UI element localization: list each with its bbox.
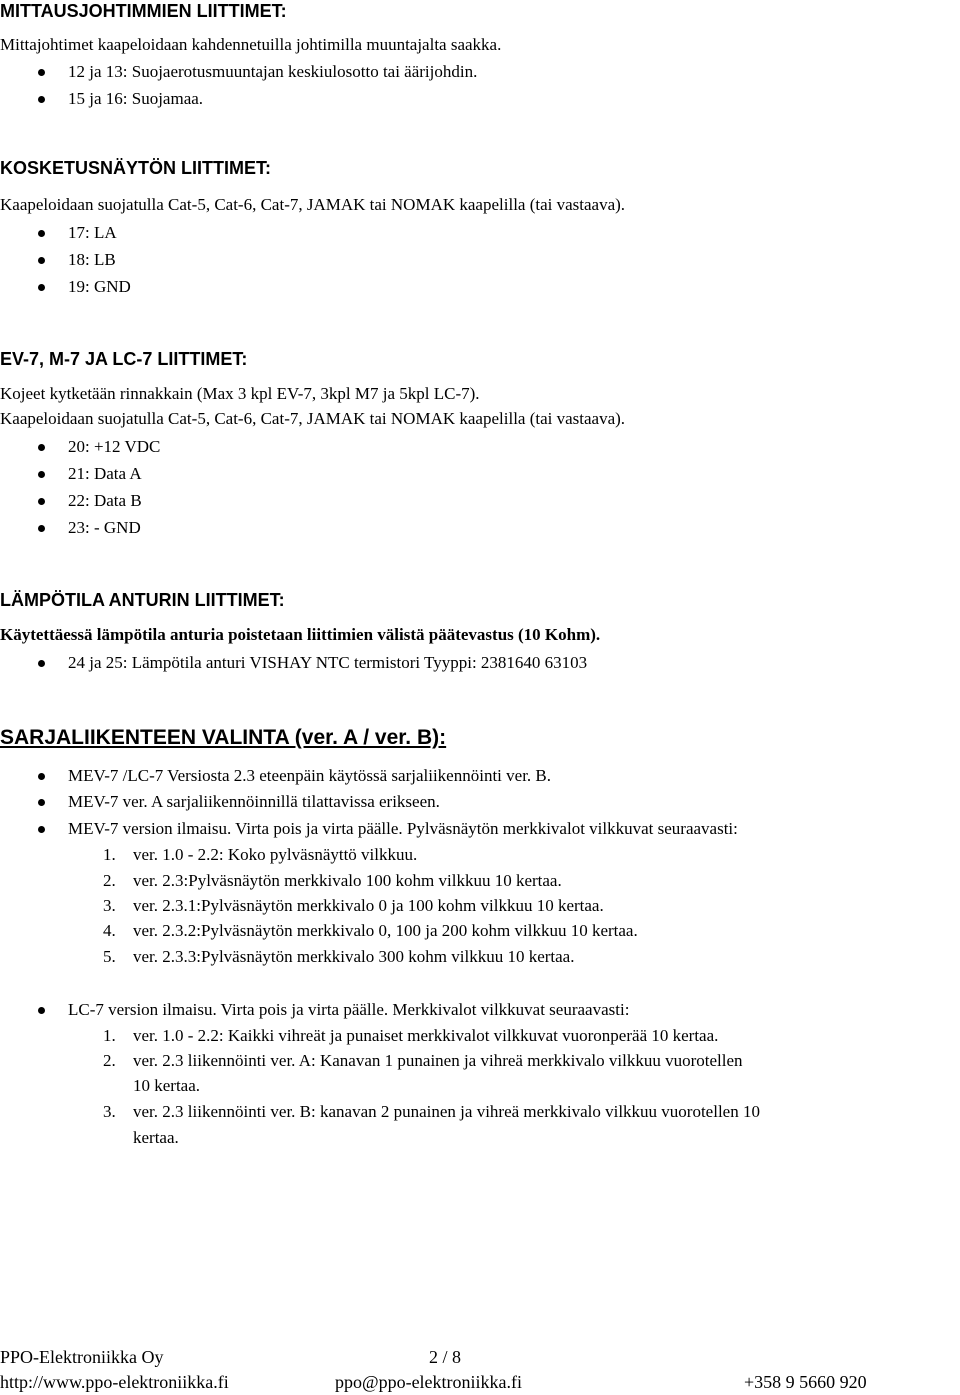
list-item: ver. 2.3.2:Pylväsnäytön merkkivalo 0, 100 ja 200 kohm vilkkuu 10 kertaa. — [133, 921, 638, 940]
list-item: ver. 2.3:Pylväsnäytön merkkivalo 100 kohm vilkkuu 10 kertaa. — [133, 871, 562, 890]
bullet-icon — [38, 69, 45, 76]
lampo-intro: Käytettäessä lämpötila anturia poistetaan liittimien välistä päätevastus (10 Kohm). — [0, 625, 601, 644]
list-number: 5. — [103, 947, 116, 966]
bullet-icon — [38, 773, 45, 780]
list-item: ver. 2.3.3:Pylväsnäytön merkkivalo 300 kohm vilkkuu 10 kertaa. — [133, 947, 575, 966]
list-item: 22: Data B — [68, 491, 142, 510]
list-number: 3. — [103, 896, 116, 915]
list-item: 24 ja 25: Lämpötila anturi VISHAY NTC termistori Tyyppi: 2381640 63103 — [68, 653, 588, 672]
list-item: MEV-7 /LC-7 Versiosta 2.3 eteenpäin käytössä sarjaliikennöinti ver. B. — [68, 766, 552, 785]
ev7-intro-1: Kojeet kytketään rinnakkain (Max 3 kpl EV-7, 3kpl M7 ja 5kpl LC-7). — [0, 384, 480, 403]
list-item: 17: LA — [68, 223, 117, 242]
list-item: 18: LB — [68, 250, 116, 269]
bullet-icon — [38, 230, 45, 237]
list-item-continued: kertaa. — [133, 1128, 179, 1147]
list-number: 2. — [103, 871, 116, 890]
list-item: 15 ja 16: Suojamaa. — [68, 89, 204, 108]
list-item: MEV-7 version ilmaisu. Virta pois ja virta päälle. Pylväsnäytön merkkivalot vilkkuvat seuraavasti: — [68, 819, 738, 838]
list-number: 1. — [103, 845, 116, 864]
footer-email-link[interactable]: ppo@ppo-elektroniikka.fi — [335, 1372, 523, 1392]
bullet-icon — [38, 444, 45, 451]
list-item: 20: +12 VDC — [68, 437, 161, 456]
bullet-icon — [38, 96, 45, 103]
list-item: 23: - GND — [68, 518, 141, 537]
list-number: 1. — [103, 1026, 116, 1045]
heading-lampo: LÄMPÖTILA ANTURIN LIITTIMET: — [0, 590, 285, 610]
heading-ev7: EV-7, M-7 JA LC-7 LIITTIMET: — [0, 349, 248, 369]
bullet-icon — [38, 1007, 45, 1014]
list-item: ver. 2.3 liikennöinti ver. B: kanavan 2 punainen ja vihreä merkkivalo vilkkuu vuorotellen 10 — [133, 1102, 760, 1121]
bullet-icon — [38, 284, 45, 291]
list-item: ver. 2.3.1:Pylväsnäytön merkkivalo 0 ja 100 kohm vilkkuu 10 kertaa. — [133, 896, 604, 915]
list-item: LC-7 version ilmaisu. Virta pois ja virta päälle. Merkkivalot vilkkuvat seuraavasti: — [68, 1000, 630, 1019]
heading-mittaus: MITTAUSJOHTIMMIEN LIITTIMET: — [0, 1, 287, 21]
bullet-icon — [38, 826, 45, 833]
list-item: 19: GND — [68, 277, 131, 296]
list-item: 21: Data A — [68, 464, 142, 483]
list-item: MEV-7 ver. A sarjaliikennöinnillä tilattavissa erikseen. — [68, 792, 440, 811]
list-item: 12 ja 13: Suojaerotusmuuntajan keskiulosotto tai äärijohdin. — [68, 62, 478, 81]
list-item: ver. 1.0 - 2.2: Kaikki vihreät ja punaiset merkkivalot vilkkuvat vuoronperää 10 kertaa. — [133, 1026, 719, 1045]
bullet-icon — [38, 471, 45, 478]
footer-page-number: 2 / 8 — [429, 1347, 462, 1367]
heading-kosketus: KOSKETUSNÄYTÖN LIITTIMET: — [0, 158, 271, 178]
list-item: ver. 2.3 liikennöinti ver. A: Kanavan 1 punainen ja vihreä merkkivalo vilkkuu vuorotellen — [133, 1051, 743, 1070]
list-number: 2. — [103, 1051, 116, 1070]
list-number: 4. — [103, 921, 116, 940]
bullet-icon — [38, 498, 45, 505]
list-number: 3. — [103, 1102, 116, 1121]
mittaus-intro: Mittajohtimet kaapeloidaan kahdennetuilla johtimilla muuntajalta saakka. — [0, 35, 502, 54]
bullet-icon — [38, 799, 45, 806]
footer-company: PPO-Elektroniikka Oy — [0, 1347, 164, 1367]
footer-website-link[interactable]: http://www.ppo-elektroniikka.fi — [0, 1372, 229, 1392]
kosketus-intro: Kaapeloidaan suojatulla Cat-5, Cat-6, Cat-7, JAMAK tai NOMAK kaapelilla (tai vastaava). — [0, 195, 626, 214]
footer-phone: +358 9 5660 920 — [744, 1372, 867, 1392]
list-item: ver. 1.0 - 2.2: Koko pylväsnäyttö vilkkuu. — [133, 845, 418, 864]
list-item-continued: 10 kertaa. — [133, 1076, 201, 1095]
heading-sarja: SARJALIIKENTEEN VALINTA (ver. A / ver. B): — [0, 726, 447, 749]
bullet-icon — [38, 257, 45, 264]
ev7-intro-2: Kaapeloidaan suojatulla Cat-5, Cat-6, Cat-7, JAMAK tai NOMAK kaapelilla (tai vastaava). — [0, 409, 626, 428]
bullet-icon — [38, 660, 45, 667]
bullet-icon — [38, 525, 45, 532]
